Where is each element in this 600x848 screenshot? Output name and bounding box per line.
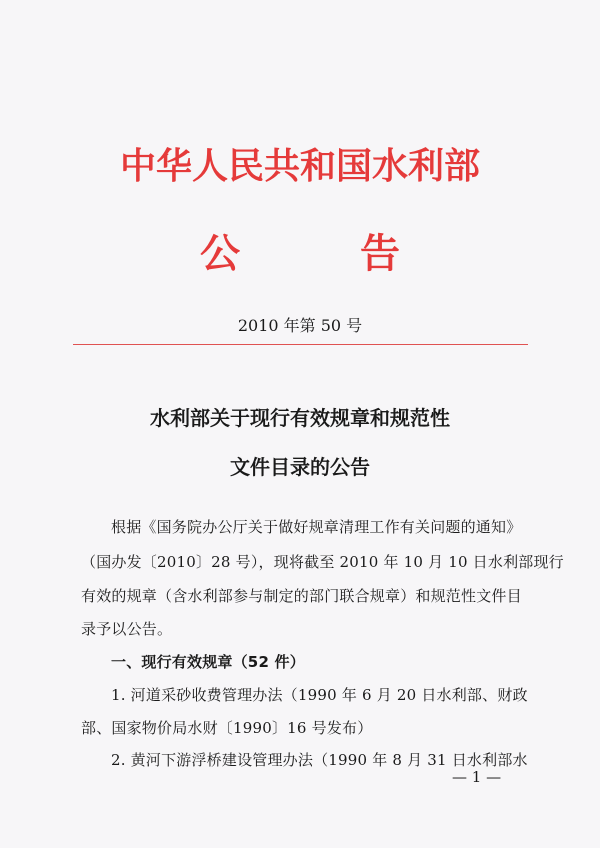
list-item-continuation: 部、国家物价局水财〔1990〕16 号发布） <box>81 719 373 737</box>
body-line: 有效的规章（含水利部参与制定的部门联合规章）和规范性文件目 <box>81 587 522 605</box>
list-item: 2. 黄河下游浮桥建设管理办法（1990 年 8 月 31 日水利部水 <box>111 751 528 769</box>
body-line: 根据《国务院办公厅关于做好规章清理工作有关问题的通知》 <box>111 518 522 536</box>
section-heading: 一、现行有效规章（52 件） <box>111 653 305 671</box>
page-number: — 1 — <box>452 768 502 786</box>
document-number: 2010 年第 50 号 <box>237 316 363 335</box>
announcement-heading-line-2: 文件目录的公告 <box>230 455 370 479</box>
notice-title: 公告 <box>200 231 520 277</box>
red-divider <box>73 344 528 345</box>
announcement-heading-line-1: 水利部关于现行有效规章和规范性 <box>150 406 450 430</box>
issuing-authority-title: 中华人民共和国水利部 <box>119 146 480 187</box>
list-item: 1. 河道采砂收费管理办法（1990 年 6 月 20 日水利部、财政 <box>111 686 528 704</box>
body-line: 录予以公告。 <box>81 620 173 638</box>
body-line: （国办发〔2010〕28 号），现将截至 2010 年 10 月 10 日水利部现行 <box>81 553 564 571</box>
